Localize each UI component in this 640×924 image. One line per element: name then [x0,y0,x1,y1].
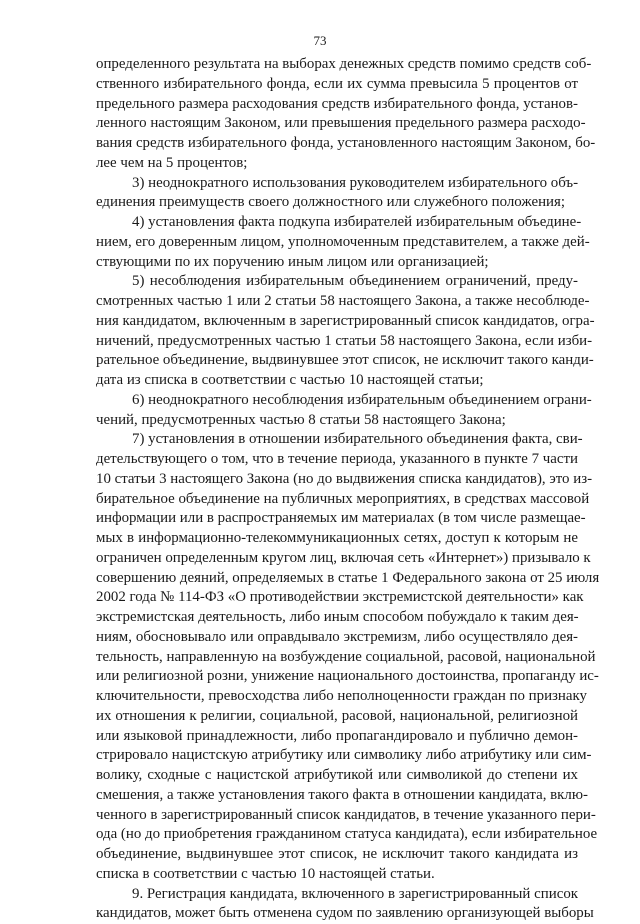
text-line: смешения, а также установления такого факта в отношении кандидата, вклю- [96,786,588,803]
text-line: вания средств избирательного фонда, установленного настоящим Законом, бо- [96,135,596,151]
text-line: 3) неоднократного использования руководителем избирательного объ- [132,174,579,191]
text-line: их отношения к религии, социальной, расовой, национальной, религиозной [96,707,578,724]
text-line: тельность, направленную на возбуждение социальной, расовой, национальной [96,648,596,665]
text-line: детельствующего о том, что в течение периода, указанного в пункте 7 части [96,451,578,467]
text-line: рательное объединение, выдвинувшее этот список, не исключит такого канди- [96,352,594,369]
text-line: ственного избирательного фонда, если их сумма превысила 5 процентов от [96,75,578,92]
text-line: лее чем на 5 процентов; [96,154,248,171]
text-line: ченного в зарегистрированный список кандидатов, в течение указанного пери- [96,806,596,823]
text-line: 7) установления в отношении избирательного объединения факта, сви- [132,431,583,448]
text-line: 9. Регистрация кандидата, включенного в зарегистрированный список [132,885,578,902]
text-line: 5) несоблюдения избирательным объединением ограничений, преду- [132,273,578,290]
text-line: стрировало нацистскую атрибутику или символику либо атрибутику или сим- [96,747,592,764]
body-text [96,55,600,924]
text-line: ленного настоящим Законом, или превышения предельного размера расходо- [96,115,586,132]
text-line: мых в информационно-телекоммуникационных сетях, доступ к которым не [96,530,578,546]
text-line: совершению деяний, определяемых в статье 1 Федерального закона от 25 июля [96,569,600,586]
text-line: определенного результата на выборах денежных средств помимо средств соб- [96,56,592,72]
text-line: объединение, выдвинувшее этот список, не исключит такого кандидата из [96,846,578,862]
text-line: 2002 года № 114-ФЗ «О противодействии экстремистской деятельности» как [96,589,584,606]
page-number: 73 [313,33,327,48]
text-line: дата из списка в соответствии с частью 10 настоящей статьи; [96,372,484,388]
text-line: кандидатов, может быть отменена судом по заявлению организующей выборы [96,905,594,922]
text-line: или религиозной розни, унижение национального достоинства, пропаганду ис- [96,668,599,685]
text-line: смотренных частью 1 или 2 статьи 58 настоящего Закона, а также несоблюде- [96,293,590,309]
text-line: информации или в распространяемых им материалах (в том числе размещае- [96,510,586,527]
text-line: нием, его доверенным лицом, уполномоченным представителем, а также дей- [96,233,590,250]
text-line: или языковой принадлежности, либо пропагандировало и публично демон- [96,727,578,744]
text-line: ничений, предусмотренных частью 1 статьи 58 настоящего Закона, если изби- [96,332,593,349]
text-line: ниям, обосновывало или оправдывало экстремизм, либо осуществляло дея- [96,628,578,645]
text-line: ограничен определенным кругом лиц, включая сеть «Интернет») призывало к [96,549,591,566]
text-line: предельного размера расходования средств избирательного фонда, установ- [96,95,578,112]
text-line: ствующими по их поручению иным лицом или организацией; [96,253,489,270]
text-line: единения преимуществ своего должностного или служебного положения; [96,194,565,211]
text-line: ния кандидатом, включенным в зарегистрированный список кандидатов, огра- [96,312,595,329]
text-line: 10 статьи 3 настоящего Закона (но до выдвижения списка кандидатов), это из- [96,470,593,487]
text-line: 4) установления факта подкупа избирателей избирательным объедине- [132,214,582,230]
text-line: ключительности, превосходства либо неполноценности граждан по признаку [96,688,587,704]
text-line: экстремистская деятельность, либо иным способом побуждало к таким дея- [96,609,579,625]
text-line: списка в соответствии с частью 10 настоящей статьи. [96,865,435,882]
text-line: 6) неоднократного несоблюдения избирательным объединением ограни- [132,391,592,408]
text-line: чений, предусмотренных частью 8 статьи 58 настоящего Закона; [96,411,506,428]
text-line: волику, сходные с нацистской атрибутикой или символикой до степени их [96,767,578,783]
text-line: ода (но до приобретения гражданином статуса кандидата), если избирательное [96,826,598,843]
text-line: бирательное объединение на публичных мероприятиях, в средствах массовой [96,490,590,507]
